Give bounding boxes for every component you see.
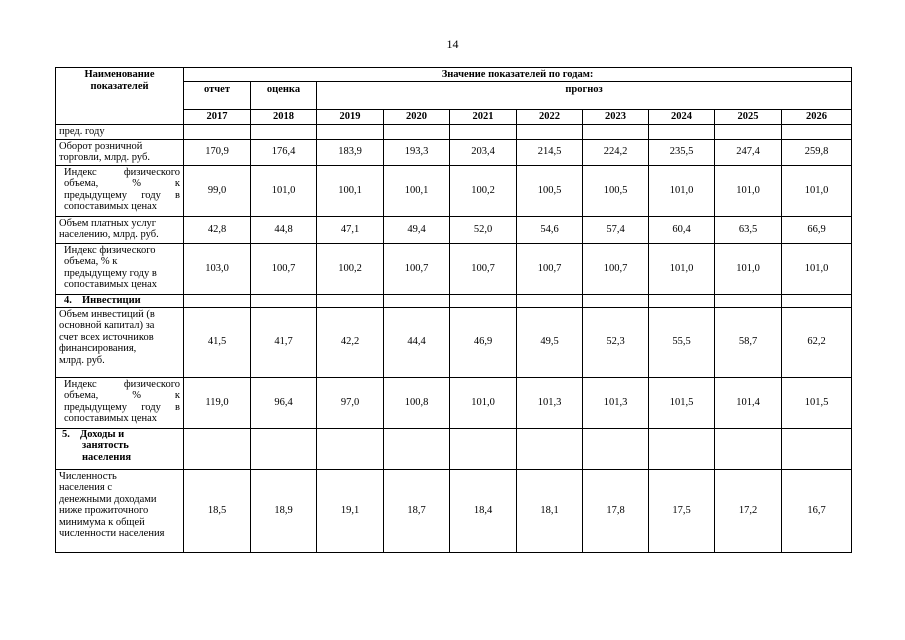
value-2019: 183,9 bbox=[317, 139, 384, 165]
value-2026: 101,5 bbox=[782, 377, 852, 428]
value-2023: 52,3 bbox=[583, 307, 649, 377]
value-2023: 100,5 bbox=[583, 165, 649, 216]
year-2024: 2024 bbox=[649, 110, 715, 125]
value-2017: 99,0 bbox=[184, 165, 251, 216]
row-investment bbox=[56, 307, 852, 377]
section-number: 4. bbox=[64, 294, 72, 306]
value-2023: 57,4 bbox=[583, 216, 649, 243]
value-2022: 49,5 bbox=[517, 307, 583, 377]
value-2026: 16,7 bbox=[782, 469, 852, 552]
value-2024: 17,5 bbox=[649, 469, 715, 552]
empty-cell bbox=[583, 428, 649, 469]
value-2026: 259,8 bbox=[782, 139, 852, 165]
empty-cell bbox=[450, 294, 517, 307]
empty-cell bbox=[715, 294, 782, 307]
value-2019: 42,2 bbox=[317, 307, 384, 377]
value-2019: 100,1 bbox=[317, 165, 384, 216]
value-2025: 101,4 bbox=[715, 377, 782, 428]
row-investment-index bbox=[56, 377, 852, 428]
value-2025: 17,2 bbox=[715, 469, 782, 552]
row-services bbox=[56, 216, 852, 243]
value-2023: 100,7 bbox=[583, 243, 649, 294]
value-2019: 19,1 bbox=[317, 469, 384, 552]
value-2021: 100,2 bbox=[450, 165, 517, 216]
value-2024: 101,0 bbox=[649, 165, 715, 216]
value-2017: 119,0 bbox=[184, 377, 251, 428]
row-retail-index bbox=[56, 165, 852, 216]
section-title-line: 5. Доходы и bbox=[62, 428, 125, 440]
value-2020: 44,4 bbox=[384, 307, 450, 377]
empty-cell bbox=[782, 294, 852, 307]
value-2021: 52,0 bbox=[450, 216, 517, 243]
value-2022 bbox=[517, 125, 583, 140]
section-number: 5. bbox=[62, 428, 70, 440]
value-2017: 18,5 bbox=[184, 469, 251, 552]
row-name: пред. году bbox=[56, 125, 184, 140]
value-2023 bbox=[583, 125, 649, 140]
value-2024: 101,5 bbox=[649, 377, 715, 428]
empty-cell bbox=[583, 294, 649, 307]
value-2017: 41,5 bbox=[184, 307, 251, 377]
year-2017: 2017 bbox=[184, 110, 251, 125]
value-2022: 101,3 bbox=[517, 377, 583, 428]
value-2022: 54,6 bbox=[517, 216, 583, 243]
empty-cell bbox=[384, 294, 450, 307]
value-2021: 203,4 bbox=[450, 139, 517, 165]
value-2023: 101,3 bbox=[583, 377, 649, 428]
year-2019: 2019 bbox=[317, 110, 384, 125]
value-2018: 176,4 bbox=[251, 139, 317, 165]
value-2017 bbox=[184, 125, 251, 140]
value-2021: 101,0 bbox=[450, 377, 517, 428]
value-2020 bbox=[384, 125, 450, 140]
value-2022: 18,1 bbox=[517, 469, 583, 552]
row-poverty bbox=[56, 469, 852, 552]
row-name: Объем платных услуг населению, млрд. руб. bbox=[56, 216, 184, 243]
empty-cell bbox=[384, 428, 450, 469]
empty-cell bbox=[251, 428, 317, 469]
header-report: отчет bbox=[184, 82, 251, 110]
header-values-title: Значение показателей по годам: bbox=[184, 68, 852, 82]
value-2026: 101,0 bbox=[782, 243, 852, 294]
value-2020: 18,7 bbox=[384, 469, 450, 552]
section-income bbox=[56, 428, 184, 469]
year-2018: 2018 bbox=[251, 110, 317, 125]
value-2021: 100,7 bbox=[450, 243, 517, 294]
row-name: Индекс физического объема, % к предыдущему году в сопоставимых ценах bbox=[56, 165, 184, 216]
value-2018: 44,8 bbox=[251, 216, 317, 243]
value-2017: 103,0 bbox=[184, 243, 251, 294]
header-name-cell: Наименование показателей bbox=[56, 68, 184, 125]
value-2025: 63,5 bbox=[715, 216, 782, 243]
row-name: Индекс физического объема, % к предыдущему году в сопоставимых ценах bbox=[56, 243, 184, 294]
year-2026: 2026 bbox=[782, 110, 852, 125]
empty-cell bbox=[517, 294, 583, 307]
value-2019: 97,0 bbox=[317, 377, 384, 428]
header-estimate: оценка bbox=[251, 82, 317, 110]
empty-cell bbox=[317, 428, 384, 469]
value-2024 bbox=[649, 125, 715, 140]
value-2017: 170,9 bbox=[184, 139, 251, 165]
value-2018: 18,9 bbox=[251, 469, 317, 552]
value-2022: 100,7 bbox=[517, 243, 583, 294]
value-2023: 224,2 bbox=[583, 139, 649, 165]
year-2023: 2023 bbox=[583, 110, 649, 125]
value-2021: 46,9 bbox=[450, 307, 517, 377]
empty-cell bbox=[184, 294, 251, 307]
section-title-line: занятость bbox=[82, 440, 129, 451]
section-investments bbox=[56, 294, 184, 307]
value-2018 bbox=[251, 125, 317, 140]
value-2020: 100,7 bbox=[384, 243, 450, 294]
row-name: Оборот розничной торговли, млрд. руб. bbox=[56, 139, 184, 165]
value-2024: 60,4 bbox=[649, 216, 715, 243]
value-2024: 101,0 bbox=[649, 243, 715, 294]
page-number: 14 bbox=[446, 37, 459, 51]
empty-cell bbox=[317, 294, 384, 307]
value-2021: 18,4 bbox=[450, 469, 517, 552]
empty-cell bbox=[450, 428, 517, 469]
year-2022: 2022 bbox=[517, 110, 583, 125]
row-services-index bbox=[56, 243, 852, 294]
value-2026 bbox=[782, 125, 852, 140]
value-2025 bbox=[715, 125, 782, 140]
year-2020: 2020 bbox=[384, 110, 450, 125]
value-2020: 49,4 bbox=[384, 216, 450, 243]
value-2020: 100,8 bbox=[384, 377, 450, 428]
value-2022: 100,5 bbox=[517, 165, 583, 216]
value-2026: 101,0 bbox=[782, 165, 852, 216]
empty-cell bbox=[649, 294, 715, 307]
year-2021: 2021 bbox=[450, 110, 517, 125]
year-2025: 2025 bbox=[715, 110, 782, 125]
value-2017: 42,8 bbox=[184, 216, 251, 243]
row-prev bbox=[56, 125, 852, 140]
header-forecast: прогноз bbox=[317, 82, 852, 110]
value-2025: 58,7 bbox=[715, 307, 782, 377]
row-retail bbox=[56, 139, 852, 165]
value-2019: 47,1 bbox=[317, 216, 384, 243]
value-2018: 41,7 bbox=[251, 307, 317, 377]
value-2018: 100,7 bbox=[251, 243, 317, 294]
header-row-1 bbox=[56, 68, 852, 82]
value-2025: 101,0 bbox=[715, 243, 782, 294]
value-2023: 17,8 bbox=[583, 469, 649, 552]
value-2024: 55,5 bbox=[649, 307, 715, 377]
empty-cell bbox=[782, 428, 852, 469]
value-2019 bbox=[317, 125, 384, 140]
section-title: Инвестиции bbox=[82, 294, 141, 306]
row-name: Численность населения с денежными доходами ниже прожиточного минимума к общей численности населения bbox=[56, 469, 184, 552]
value-2025: 101,0 bbox=[715, 165, 782, 216]
value-2025: 247,4 bbox=[715, 139, 782, 165]
value-2018: 96,4 bbox=[251, 377, 317, 428]
row-name: Объем инвестиций (в основной капитал) за счет всех источников финансирования, млрд. руб. bbox=[56, 307, 184, 377]
value-2020: 100,1 bbox=[384, 165, 450, 216]
value-2018: 101,0 bbox=[251, 165, 317, 216]
empty-cell bbox=[649, 428, 715, 469]
value-2026: 66,9 bbox=[782, 216, 852, 243]
value-2020: 193,3 bbox=[384, 139, 450, 165]
section-title-line: населения bbox=[82, 451, 132, 463]
value-2021 bbox=[450, 125, 517, 140]
empty-cell bbox=[184, 428, 251, 469]
row-section-investments bbox=[56, 294, 852, 307]
value-2026: 62,2 bbox=[782, 307, 852, 377]
empty-cell bbox=[251, 294, 317, 307]
value-2022: 214,5 bbox=[517, 139, 583, 165]
value-2024: 235,5 bbox=[649, 139, 715, 165]
indicators-table bbox=[55, 67, 852, 553]
value-2019: 100,2 bbox=[317, 243, 384, 294]
row-name: Индекс физического объема, % к предыдущему году в сопоставимых ценах bbox=[56, 377, 184, 428]
row-section-income bbox=[56, 428, 852, 469]
empty-cell bbox=[517, 428, 583, 469]
empty-cell bbox=[715, 428, 782, 469]
